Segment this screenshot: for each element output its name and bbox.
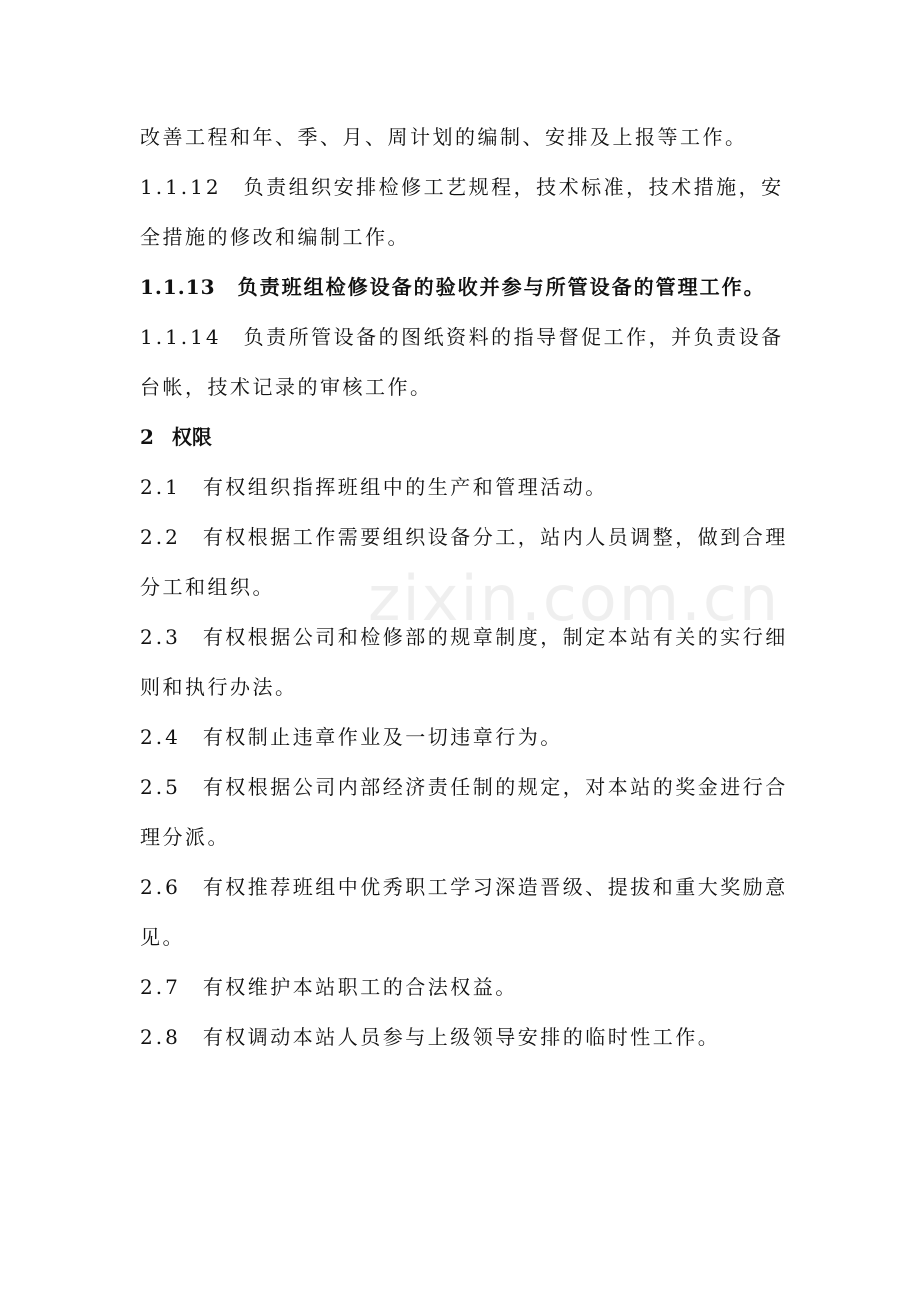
paragraph-text: 负责组织安排检修工艺规程，技术标准，技术措施，安全措施的修改和编制工作。	[140, 175, 784, 249]
item-text: 有权根据公司和检修部的规章制度，制定本站有关的实行细则和执行办法。	[140, 625, 788, 699]
item-2-3	[140, 612, 800, 712]
clause-number: 2.8	[140, 1025, 181, 1049]
clause-number: 2.6	[140, 875, 181, 899]
clause-number: 1.1.12	[140, 175, 222, 199]
clause-number: 2.5	[140, 775, 181, 799]
item-2-1	[140, 462, 800, 512]
section-heading	[140, 412, 800, 462]
paragraph-1-1-13	[140, 262, 800, 312]
paragraph-text: 负责班组检修设备的验收并参与所管设备的管理工作。	[237, 275, 766, 299]
clause-number: 1.1.13	[140, 275, 216, 299]
item-text: 有权维护本站职工的合法权益。	[202, 975, 518, 999]
watermark: zixin.com.cn	[368, 562, 781, 635]
item-2-7	[140, 962, 800, 1012]
clause-number: 1.1.14	[140, 325, 222, 349]
document-body	[140, 112, 800, 1062]
item-2-4	[140, 712, 800, 762]
clause-number: 2.4	[140, 725, 181, 749]
clause-number: 2.2	[140, 525, 181, 549]
item-2-2	[140, 512, 800, 612]
section-number: 2	[140, 425, 154, 449]
paragraph-continuation	[140, 112, 800, 162]
item-text: 有权调动本站人员参与上级领导安排的临时性工作。	[202, 1025, 721, 1049]
clause-number: 2.3	[140, 625, 181, 649]
paragraph-1-1-14	[140, 312, 800, 412]
section-title: 权限	[171, 425, 212, 449]
item-2-8	[140, 1012, 800, 1062]
paragraph-text: 负责所管设备的图纸资料的指导督促工作，并负责设备台帐，技术记录的审核工作。	[140, 325, 784, 399]
item-text: 有权根据公司内部经济责任制的规定，对本站的奖金进行合理分派。	[140, 775, 788, 849]
item-text: 有权组织指挥班组中的生产和管理活动。	[202, 475, 608, 499]
item-text: 有权推荐班组中优秀职工学习深造晋级、提拔和重大奖励意见。	[140, 875, 788, 949]
item-text: 有权根据工作需要组织设备分工，站内人员调整，做到合理分工和组织。	[140, 525, 788, 599]
paragraph-1-1-12	[140, 162, 800, 262]
clause-number: 2.7	[140, 975, 181, 999]
paragraph-text: 改善工程和年、季、月、周计划的编制、安排及上报等工作。	[140, 125, 748, 149]
item-2-6	[140, 862, 800, 962]
item-2-5	[140, 762, 800, 862]
clause-number: 2.1	[140, 475, 181, 499]
item-text: 有权制止违章作业及一切违章行为。	[202, 725, 563, 749]
